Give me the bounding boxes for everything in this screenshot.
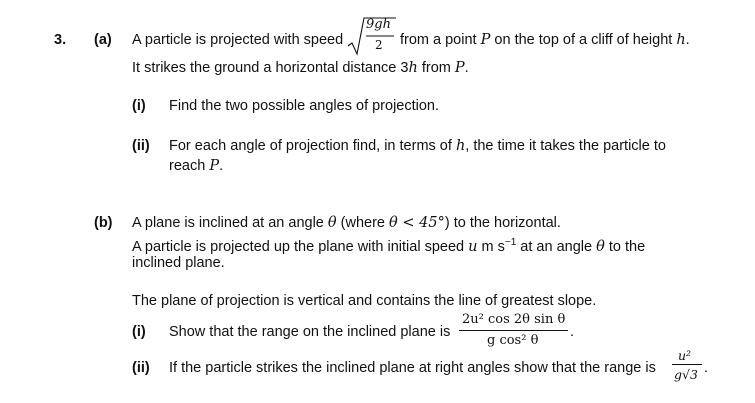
part-a-text-cliff: on the top of a cliff of height [494,32,673,48]
speed-denominator: 2 [375,38,383,52]
line2-p: P [454,60,465,76]
b-line1-condition: θ < 45° [389,215,445,231]
range-fraction-bar [459,330,568,331]
part-b-sub-ii-label: (ii) [132,360,150,376]
part-b-label: (b) [94,215,113,231]
range2-numerator: u² [678,348,692,363]
part-b-line1 [132,214,561,232]
b-line1-text: A plane is inclined at an angle [132,215,324,231]
part-a-line1 [132,31,343,49]
b-line2-u: u [468,238,478,255]
b-line1-theta: θ [327,215,337,231]
sub-ii-text-3: reach [169,158,206,174]
point-p: P [480,32,491,48]
b-line2-after: at an angle [520,238,593,255]
sub-ii-p: P [209,158,220,174]
height-h: h [676,32,686,48]
b-line1-where: (where [340,215,385,231]
part-a-sub-ii-line2 [169,157,223,175]
b-line2-units: m s [481,238,505,255]
part-b-sub-ii-text: If the particle strikes the inclined plane at right angles show that the range is [169,360,656,376]
b-line2-exponent: −1 [504,237,517,248]
b-line2-end: to the [608,238,646,255]
sub-ii-text-1: For each angle of projection find, in terms of [169,138,452,154]
part-a-sub-i-text: Find the two possible angles of projection. [169,98,440,114]
b-line1-after: ) to the horizontal. [444,215,561,231]
part-a-period: . [685,32,690,48]
line2-from: from [421,60,451,76]
sub-ii-text-2: , the time it takes the particle to [465,138,666,154]
b-line2-text: A particle is projected up the plane with initial speed [132,238,465,255]
part-a-line1-rest [400,31,690,49]
b-line2-theta: θ [596,238,605,255]
part-a-sub-i-label: (i) [132,98,146,114]
question-number: 3. [54,32,67,48]
part-b-line4: The plane of projection is vertical and contains the line of greatest slope. [132,293,597,309]
part-a-label: (a) [94,32,112,48]
part-a-text-from-point: from a point [400,32,477,48]
speed-numerator: 9gh [366,17,391,32]
sub-ii-h: h [455,138,466,154]
part-a-sub-ii-line1 [169,137,666,155]
range2-denominator: g√3 [674,367,698,382]
part-b-line2 [132,234,645,256]
range2-period: . [704,360,709,376]
part-b-sub-i-label: (i) [132,324,146,340]
part-a-sub-ii-label: (ii) [132,138,150,154]
range-numerator: 2u² cos 2θ sin θ [462,312,566,327]
part-a-line2 [132,59,469,77]
part-b-line3: inclined plane. [132,255,225,271]
part-b-sub-i-text: Show that the range on the inclined plane is [169,324,451,340]
sub-ii-period: . [219,158,224,174]
range-denominator: g cos² θ [487,333,539,348]
range-period: . [570,324,575,340]
line2-period: . [464,60,469,76]
part-a-line2-text: It strikes the ground a horizontal distance 3 [132,60,409,76]
part-a-intro-before: A particle is projected with speed [132,32,344,48]
line2-h: h [408,60,418,76]
range2-fraction-bar [672,364,702,365]
